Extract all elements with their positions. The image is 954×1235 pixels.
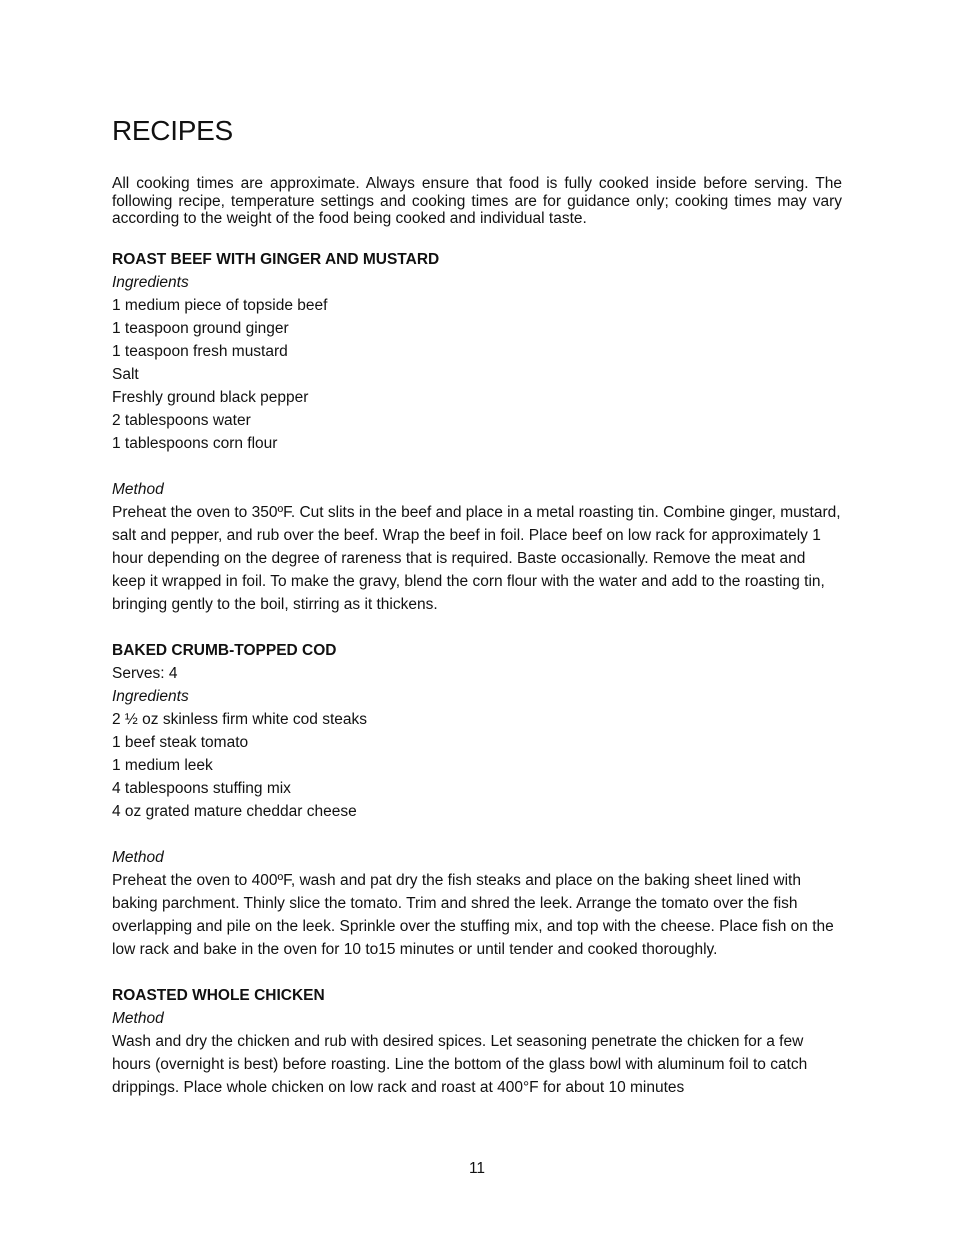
recipe-title: ROASTED WHOLE CHICKEN xyxy=(112,986,325,1004)
ingredient-item: 1 teaspoon fresh mustard xyxy=(112,342,288,360)
ingredient-item: 1 beef steak tomato xyxy=(112,733,249,751)
method-label: Method xyxy=(112,480,164,498)
ingredient-item: Freshly ground black pepper xyxy=(112,388,309,406)
spacer xyxy=(112,616,842,639)
recipe-roasted-chicken xyxy=(112,984,842,1099)
ingredients-label: Ingredients xyxy=(112,273,189,291)
method-label: Method xyxy=(112,848,164,866)
method-text: Wash and dry the chicken and rub with desired spices. Let seasoning penetrate the chicken for a few hours (overnight is best) before roasting. Line the bottom of the glass bowl with aluminum foil to catch drippings. Place whole chicken on low rack and roast at 400°F for about 10 minutes xyxy=(112,1032,808,1096)
serves-text: Serves: 4 xyxy=(112,664,178,682)
ingredient-item: 1 medium piece of topside beef xyxy=(112,296,328,314)
page-content xyxy=(112,112,842,1099)
ingredient-item: 1 tablespoons corn flour xyxy=(112,434,278,452)
intro-paragraph: All cooking times are approximate. Always ensure that food is fully cooked inside before serving. The following recipe, temperature settings and cooking times are for guidance only; cooking times may vary according to the weight of the food being cooked and individual taste. xyxy=(112,175,842,227)
method-text: Preheat the oven to 350ºF. Cut slits in the beef and place in a metal roasting tin. Combine ginger, mustard, salt and pepper, and rub over the beef. Wrap the beef in foil. Place beef on low rack for approximately 1 hour depending on the degree of rareness that is required. Baste occasionally. Remove the meat and keep it wrapped in foil. To make the gravy, blend the corn flour with the water and add to the roasting tin, bringing gently to the boil, stirring as it thickens. xyxy=(112,503,841,613)
ingredient-item: 4 tablespoons stuffing mix xyxy=(112,779,291,797)
recipe-title: ROAST BEEF WITH GINGER AND MUSTARD xyxy=(112,250,440,268)
spacer xyxy=(112,823,842,846)
ingredient-item: 4 oz grated mature cheddar cheese xyxy=(112,802,357,820)
recipe-baked-cod xyxy=(112,639,842,984)
ingredient-item: Salt xyxy=(112,365,139,383)
spacer xyxy=(112,961,842,984)
ingredients-label: Ingredients xyxy=(112,687,189,705)
page-title: RECIPES xyxy=(112,115,233,146)
ingredient-item: 1 medium leek xyxy=(112,756,213,774)
recipe-title: BAKED CRUMB-TOPPED COD xyxy=(112,641,337,659)
page-number: 11 xyxy=(468,1160,486,1177)
ingredient-item: 2 ½ oz skinless firm white cod steaks xyxy=(112,710,367,728)
recipe-roast-beef xyxy=(112,248,842,639)
ingredient-item: 2 tablespoons water xyxy=(112,411,251,429)
method-text: Preheat the oven to 400ºF, wash and pat dry the fish steaks and place on the baking sheet lined with baking parchment. Thinly slice the tomato. Trim and shred the leek. Arrange the tomato over the fish overlapping and pile on the leek. Sprinkle over the stuffing mix, and top with the cheese. Place fish on the low rack and bake in the oven for 10 to15 minutes or until tender and cooked thoroughly. xyxy=(112,871,834,958)
ingredient-item: 1 teaspoon ground ginger xyxy=(112,319,289,337)
method-label: Method xyxy=(112,1009,164,1027)
spacer xyxy=(112,455,842,478)
